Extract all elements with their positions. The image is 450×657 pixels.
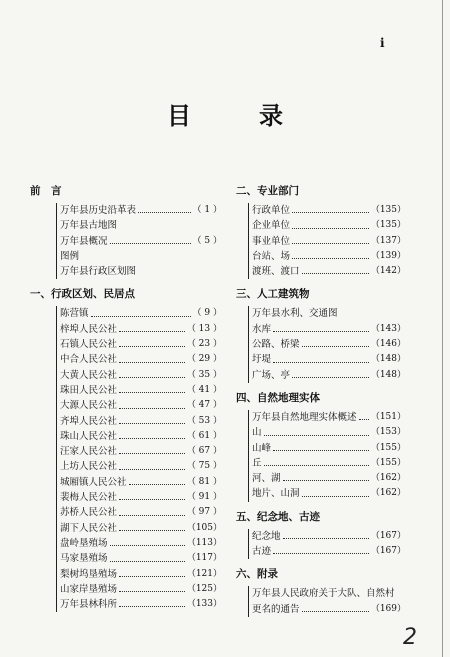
toc-entry[interactable] — [60, 459, 222, 474]
toc-entry-title: 河、湖 — [252, 473, 281, 485]
toc-entry-title: 公路、桥梁 — [252, 339, 300, 351]
dot-leader — [273, 553, 369, 554]
toc-entry-page: （ 97 ） — [186, 507, 222, 518]
section-items — [248, 203, 406, 279]
toc-entry-page: （ 9 ） — [192, 308, 222, 319]
section-heading: 前 言 — [30, 185, 62, 197]
toc-entry-title: 万年县水利、交通图 — [252, 308, 338, 320]
toc-entry-page: （155） — [370, 457, 406, 468]
toc-entry[interactable] — [60, 306, 222, 321]
toc-entry-title: 湖下人民公社 — [60, 522, 118, 534]
toc-entry[interactable] — [252, 306, 406, 321]
toc-entry[interactable] — [60, 398, 222, 413]
toc-entry-page: （139） — [370, 250, 406, 261]
dot-leader — [264, 465, 369, 466]
page-mark: i — [380, 36, 385, 50]
toc-entry[interactable] — [252, 352, 406, 367]
toc-entry[interactable] — [60, 536, 222, 551]
dot-leader — [302, 346, 369, 347]
toc-entry-page: （113） — [186, 537, 222, 548]
toc-entry-title: 苏桥人民公社 — [60, 507, 118, 519]
toc-entry-title: 齐埠人民公社 — [60, 415, 118, 427]
toc-entry-title: 马家垦殖场 — [60, 553, 108, 565]
toc-entry-title: 事业单位 — [252, 235, 291, 247]
toc-entry-title: 裴梅人民公社 — [60, 492, 118, 504]
toc-entry-title: 城厢镇人民公社 — [60, 476, 127, 488]
section-items — [248, 410, 406, 502]
dot-leader — [119, 469, 185, 470]
toc-entry-page: （135） — [370, 220, 406, 231]
toc-entry-page: （167） — [370, 530, 406, 541]
toc-left-column — [30, 184, 222, 612]
toc-entry-title: 大源人民公社 — [60, 400, 118, 412]
toc-entry[interactable] — [252, 218, 406, 233]
toc-entry-page: （148） — [370, 369, 406, 380]
page-title: 目 录 — [167, 101, 305, 130]
toc-entry-title: 梓埠人民公社 — [60, 323, 118, 335]
toc-entry[interactable] — [252, 234, 406, 249]
section-heading: 六、附录 — [236, 568, 278, 581]
section-items — [56, 203, 222, 279]
toc-entry[interactable] — [252, 203, 406, 218]
toc-entry-title: 珠山人民公社 — [60, 430, 118, 442]
section-heading: 五、纪念地、古迹 — [236, 510, 320, 523]
toc-entry-title: 圩堤 — [252, 354, 272, 366]
toc-entry-title: 盘岭垦殖场 — [60, 537, 108, 549]
dot-leader — [119, 362, 185, 363]
dot-leader — [119, 408, 185, 409]
toc-entry-page: （142） — [370, 266, 406, 277]
toc-entry-title: 纪念地 — [252, 530, 281, 542]
toc-entry-title: 石镇人民公社 — [60, 339, 118, 351]
section-items — [248, 306, 406, 382]
toc-entry-title: 丘 — [252, 457, 262, 469]
toc-entry-title: 山峰 — [252, 442, 272, 454]
toc-entry-page: （ 67 ） — [186, 446, 222, 457]
dot-leader — [273, 331, 369, 332]
toc-entry-title: 企业单位 — [252, 220, 291, 232]
toc-entry-page: （ 23 ） — [186, 339, 222, 350]
toc-entry-page: （169） — [370, 603, 406, 614]
toc-entry-page: （ 75 ） — [186, 461, 222, 472]
toc-entry-title: 大黄人民公社 — [60, 369, 118, 381]
toc-entry-page: （ 29 ） — [186, 354, 222, 365]
dot-leader — [119, 377, 185, 378]
toc-entry-page: （148） — [370, 354, 406, 365]
toc-entry-title: 图例 — [60, 250, 80, 262]
toc-entry[interactable] — [252, 456, 406, 471]
toc-entry-page: （162） — [370, 473, 406, 484]
toc-entry[interactable] — [60, 444, 222, 459]
toc-entry-title: 台站、场 — [252, 250, 291, 262]
toc-entry-page: （ 91 ） — [186, 492, 222, 503]
toc-entry[interactable] — [60, 352, 222, 367]
toc-entry[interactable] — [60, 505, 222, 520]
toc-entry-page: （146） — [370, 339, 406, 350]
toc-entry-title: 万年县历史沿革表 — [60, 205, 137, 216]
toc-entry-title: 万年县概况 — [60, 235, 108, 247]
section-heading: 一、行政区划、民居点 — [30, 288, 135, 301]
toc-entry-title: 山 — [252, 427, 262, 439]
dot-leader — [273, 362, 369, 363]
dot-leader — [119, 576, 185, 577]
dot-leader — [119, 606, 185, 607]
dot-leader — [359, 419, 369, 420]
dot-leader — [292, 243, 369, 244]
toc-entry-page: （155） — [370, 442, 406, 453]
toc-entry[interactable] — [60, 551, 222, 566]
toc-entry-title: 地片、山洞 — [252, 488, 300, 500]
toc-entry-page: （ 5 ） — [192, 235, 222, 246]
dot-leader — [119, 392, 185, 393]
dot-leader — [119, 453, 185, 454]
toc-entry[interactable] — [252, 410, 406, 425]
dot-leader — [138, 212, 191, 213]
toc-entry-title: 梨树坞垦殖场 — [60, 568, 118, 580]
dot-leader — [119, 515, 185, 516]
toc-entry-page: （153） — [370, 427, 406, 438]
toc-entry-title: 更名的通告 — [252, 603, 300, 615]
toc-entry[interactable] — [252, 471, 406, 486]
toc-entry[interactable] — [252, 425, 406, 440]
dot-leader — [119, 530, 185, 531]
toc-entry-page: （105） — [186, 522, 222, 533]
dot-leader — [302, 273, 369, 274]
toc-entry-page: （ 13 ） — [186, 323, 222, 334]
dot-leader — [119, 423, 185, 424]
toc-entry[interactable] — [252, 602, 406, 617]
toc-entry[interactable] — [60, 521, 222, 536]
toc-entry[interactable] — [252, 544, 406, 559]
dot-leader — [119, 591, 185, 592]
toc-entry-title: 万年县古地图 — [60, 220, 118, 232]
toc-entry-title: 汪家人民公社 — [60, 446, 118, 458]
toc-right-column — [236, 184, 406, 617]
dot-leader — [119, 331, 185, 332]
toc-entry-title: 渡班、渡口 — [252, 266, 300, 278]
section-items — [248, 529, 406, 560]
dot-leader — [119, 346, 185, 347]
dot-leader — [110, 545, 185, 546]
toc-entry[interactable] — [60, 218, 222, 233]
toc-entry[interactable] — [60, 475, 222, 490]
section-spacer — [236, 383, 406, 391]
toc-entry-page: （133） — [186, 599, 222, 610]
toc-entry[interactable] — [60, 429, 222, 444]
toc-entry-title: 上坊人民公社 — [60, 461, 118, 473]
section-heading: 三、人工建筑物 — [236, 288, 310, 301]
toc-entry-title: 万年县人民政府关于大队、自然村 — [252, 588, 395, 600]
toc-entry-title: 万年县自然地理实体概述 — [252, 411, 357, 423]
section-heading: 二、专业部门 — [236, 185, 299, 197]
toc-entry[interactable] — [60, 322, 222, 337]
toc-entry[interactable] — [252, 529, 406, 544]
dot-leader — [129, 484, 185, 485]
toc-entry-page: （ 47 ） — [186, 400, 222, 411]
toc-entry-title: 古迹 — [252, 546, 272, 558]
toc-entry-page: （ 61 ） — [186, 430, 222, 441]
dot-leader — [292, 258, 369, 259]
toc-entry-title: 广场、亭 — [252, 369, 291, 381]
dot-leader — [119, 438, 185, 439]
toc-entry[interactable] — [60, 490, 222, 505]
toc-entry[interactable] — [60, 567, 222, 582]
toc-entry-page: （ 81 ） — [186, 476, 222, 487]
section-spacer — [236, 502, 406, 510]
toc-entry[interactable] — [60, 337, 222, 352]
toc-entry-title: 水库 — [252, 323, 272, 335]
toc-entry-title: 陈营镇 — [60, 308, 89, 320]
toc-entry[interactable] — [252, 337, 406, 352]
toc-entry-title: 行政单位 — [252, 205, 291, 216]
section-spacer — [236, 279, 406, 287]
toc-entry-page: （167） — [370, 546, 406, 557]
toc-entry-page: （151） — [370, 411, 406, 422]
toc-entry-title: 中合人民公社 — [60, 354, 118, 366]
toc-entry[interactable] — [60, 234, 222, 249]
dot-leader — [264, 435, 369, 436]
dot-leader — [91, 316, 191, 317]
toc-entry[interactable] — [252, 486, 406, 501]
toc-entry-title: 山家岸垦殖场 — [60, 583, 118, 595]
toc-entry-title: 万年县林科所 — [60, 599, 118, 611]
dot-leader — [119, 499, 185, 500]
toc-entry[interactable] — [252, 322, 406, 337]
toc-entry-page: （121） — [186, 568, 222, 579]
toc-entry-page: （117） — [186, 553, 222, 564]
toc-entry[interactable] — [60, 597, 222, 612]
dot-leader — [283, 480, 369, 481]
dot-leader — [302, 496, 369, 497]
toc-entry[interactable] — [60, 249, 222, 264]
dot-leader — [292, 212, 369, 213]
dot-leader — [283, 538, 369, 539]
section-items — [248, 586, 406, 617]
toc-entry[interactable] — [60, 414, 222, 429]
toc-entry[interactable] — [60, 203, 222, 218]
toc-entry-page: （135） — [370, 205, 406, 215]
toc-entry[interactable] — [252, 249, 406, 264]
toc-entry-page: （ 35 ） — [186, 369, 222, 380]
handwritten-note: 2 — [403, 625, 417, 650]
toc-entry[interactable] — [60, 582, 222, 597]
section-heading: 四、自然地理实体 — [236, 391, 320, 404]
section-spacer — [44, 279, 222, 287]
toc-entry[interactable] — [252, 441, 406, 456]
toc-entry-page: （162） — [370, 488, 406, 499]
dot-leader — [292, 377, 369, 378]
toc-entry[interactable] — [252, 586, 406, 601]
toc-entry-page: （ 1 ） — [192, 205, 222, 215]
dot-leader — [110, 561, 185, 562]
toc-entry-page: （125） — [186, 583, 222, 594]
toc-entry-page: （ 53 ） — [186, 415, 222, 426]
toc-entry-page: （137） — [370, 235, 406, 246]
toc-entry[interactable] — [252, 264, 406, 279]
dot-leader — [110, 243, 191, 244]
section-spacer — [236, 559, 406, 567]
toc-entry-title: 珠田人民公社 — [60, 384, 118, 396]
section-items — [56, 306, 222, 612]
dot-leader — [302, 611, 369, 612]
toc-entry-title: 万年县行政区划图 — [60, 266, 137, 278]
toc-entry-page: （143） — [370, 323, 406, 334]
toc-entry-page: （ 41 ） — [186, 384, 222, 395]
toc-entry[interactable] — [60, 264, 222, 279]
toc-entry[interactable] — [60, 383, 222, 398]
dot-leader — [292, 228, 369, 229]
toc-entry[interactable] — [252, 368, 406, 383]
toc-entry[interactable] — [60, 368, 222, 383]
dot-leader — [273, 450, 369, 451]
